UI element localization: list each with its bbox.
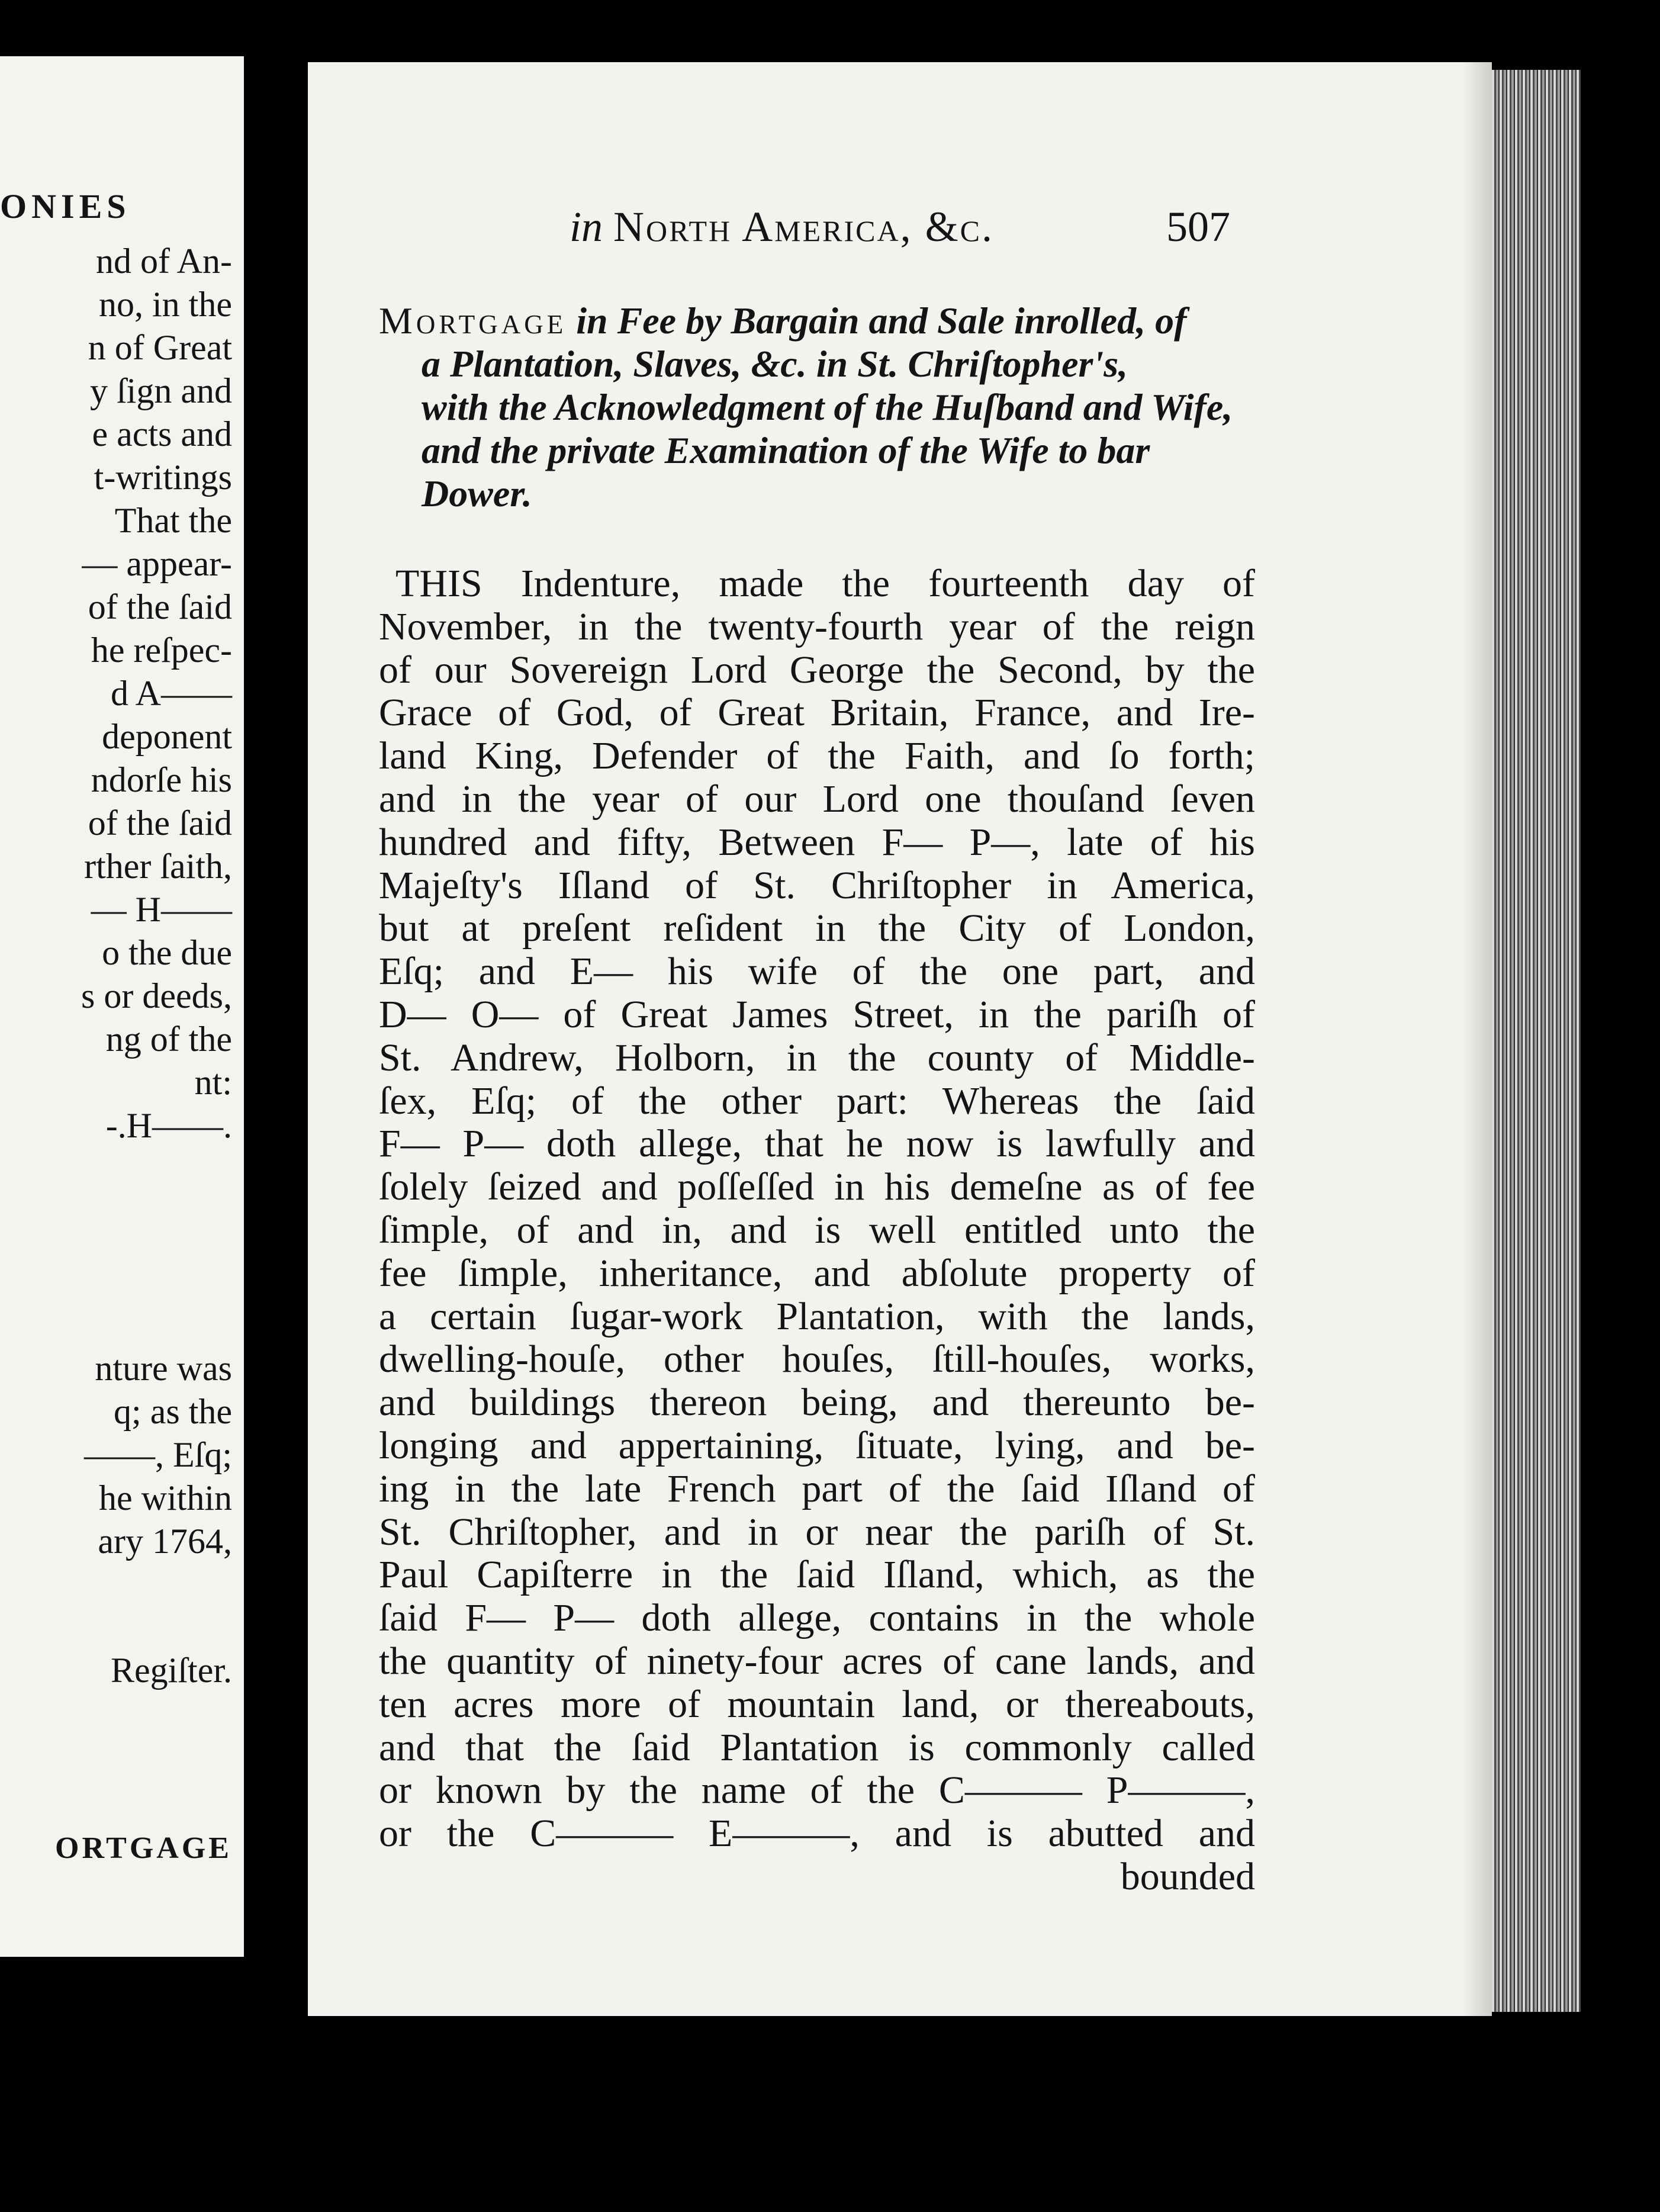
left-fragment-line: he within bbox=[99, 1478, 232, 1517]
body-line: St. Chriſtopher, and in or near the pariſh of St. bbox=[379, 1510, 1255, 1554]
body-line: THIS Indenture, made the fourteenth day of bbox=[395, 562, 1255, 605]
body-line: ſimple, of and in, and is well entitled unto the bbox=[379, 1208, 1255, 1252]
left-fragment-line: ORTGAGE bbox=[55, 1831, 232, 1865]
page-number: 507 bbox=[1166, 203, 1230, 250]
left-fragment-line: That the bbox=[114, 501, 232, 540]
running-head-italic: in bbox=[570, 203, 603, 250]
left-fragment-line: no, in the bbox=[99, 285, 232, 324]
left-fragment-line: -.H——. bbox=[105, 1106, 232, 1145]
left-fragment-line: n of Great bbox=[88, 328, 232, 367]
body-line: of our Sovereign Lord George the Second, by the bbox=[379, 648, 1255, 692]
page-edges bbox=[1492, 70, 1581, 2012]
heading-line: and the private Examination of the Wife to bar bbox=[422, 429, 1150, 471]
heading-line1-rest: in Fee by Bargain and Sale inrolled, of bbox=[576, 300, 1187, 342]
running-head-smallcaps: North America, &c. bbox=[613, 203, 994, 250]
body-line: or the C——— E———, and is abutted and bbox=[379, 1812, 1255, 1856]
left-fragment-line: of the ſaid bbox=[88, 803, 232, 843]
body-line: but at preſent reſident in the City of London, bbox=[379, 906, 1255, 950]
catchword: bounded bbox=[1120, 1854, 1255, 1898]
left-fragment-line: ary 1764, bbox=[98, 1522, 232, 1561]
body-line: longing and appertaining, ſituate, lying, and be- bbox=[379, 1423, 1255, 1467]
body-line: a certain ſugar-work Plantation, with the lands, bbox=[379, 1294, 1255, 1338]
body-line: F— P— doth allege, that he now is lawfully and bbox=[379, 1122, 1255, 1166]
heading-line bbox=[379, 299, 1249, 342]
left-fragment-line: Regiſter. bbox=[111, 1651, 232, 1690]
left-fragment-line: ——, Eſq; bbox=[84, 1435, 232, 1474]
body-line: St. Andrew, Holborn, in the county of Middle- bbox=[379, 1036, 1255, 1079]
left-fragment-line: nd of An- bbox=[96, 242, 232, 281]
left-fragment-line: q; as the bbox=[114, 1392, 232, 1431]
running-head-title bbox=[570, 202, 994, 252]
left-text-fragments-1 bbox=[81, 240, 232, 1147]
left-fragment-line: t-writings bbox=[94, 458, 232, 497]
body-line: fee ſimple, inheritance, and abſolute property of bbox=[379, 1251, 1255, 1295]
left-fragment-line: nt: bbox=[194, 1063, 232, 1102]
body-text bbox=[379, 562, 1255, 1899]
body-line: ſex, Eſq; of the other part: Whereas the ſaid bbox=[379, 1079, 1255, 1123]
left-fragment-line: deponent bbox=[102, 717, 232, 756]
body-line: Paul Capiſterre in the ſaid Iſland, which, as the bbox=[379, 1553, 1255, 1597]
left-fragment-line: ndorſe his bbox=[91, 760, 232, 799]
running-head bbox=[556, 189, 1279, 249]
heading-line: Dower. bbox=[422, 472, 532, 515]
body-line: and buildings thereon being, and thereunto be- bbox=[379, 1381, 1255, 1425]
left-fragment-line: y ſign and bbox=[90, 371, 232, 410]
body-line: the quantity of ninety-four acres of cane lands, and bbox=[379, 1639, 1255, 1683]
left-fragment-line: o the due bbox=[102, 933, 232, 972]
left-fragment-line: of the ſaid bbox=[88, 587, 232, 626]
body-line: dwelling-houſe, other houſes, ſtill-houſes, works, bbox=[379, 1338, 1255, 1381]
body-line: or known by the name of the C——— P———, bbox=[379, 1769, 1255, 1812]
left-facing-page bbox=[0, 56, 244, 1957]
left-fragment-line: s or deeds, bbox=[81, 976, 232, 1015]
heading-line: a Plantation, Slaves, &c. in St. Chriſtopher's, bbox=[422, 343, 1128, 385]
left-fragment-line: e acts and bbox=[92, 414, 232, 454]
body-line: D— O— of Great James Street, in the pariſh of bbox=[379, 992, 1255, 1036]
body-line: Eſq; and E— his wife of the one part, and bbox=[379, 950, 1255, 994]
left-fragment-line: d A—— bbox=[110, 674, 232, 713]
section-heading bbox=[379, 299, 1249, 515]
body-line: land King, Defender of the Faith, and ſo forth; bbox=[379, 734, 1255, 778]
left-fragment-line: — appear- bbox=[82, 544, 232, 583]
heading-smallcaps-word: Mortgage bbox=[379, 300, 567, 342]
body-line: ſaid F— P— doth allege, contains in the whole bbox=[379, 1596, 1255, 1640]
left-text-fragments-2 bbox=[84, 1347, 232, 1563]
left-fragment-line: — H—— bbox=[91, 890, 232, 929]
body-line: ing in the late French part of the ſaid Iſland of bbox=[379, 1467, 1255, 1510]
body-line: ſolely ſeized and poſſeſſed in his demeſne as of fee bbox=[379, 1165, 1255, 1209]
body-line: Majeſty's Iſland of St. Chriſtopher in America, bbox=[379, 863, 1255, 907]
left-text-fragments-3 bbox=[111, 1649, 232, 1692]
body-line: and that the ſaid Plantation is commonly called bbox=[379, 1725, 1255, 1769]
body-line: hundred and fifty, Between F— P—, late of his bbox=[379, 820, 1255, 864]
book-gutter bbox=[244, 0, 308, 2212]
body-line: and in the year of our Lord one thouſand ſeven bbox=[379, 777, 1255, 821]
left-fragment-line: rther ſaith, bbox=[84, 847, 232, 886]
body-line: Grace of God, of Great Britain, France, and Ire- bbox=[379, 691, 1255, 735]
body-line: ten acres more of mountain land, or thereabouts, bbox=[379, 1682, 1255, 1726]
left-fragment-line: he reſpec- bbox=[91, 631, 232, 670]
body-line: November, in the twenty-fourth year of the reign bbox=[379, 605, 1255, 648]
heading-line: with the Acknowledgment of the Huſband and Wife, bbox=[422, 386, 1233, 428]
left-text-fragments-4 bbox=[55, 1827, 232, 1870]
left-fragment-line: nture was bbox=[95, 1349, 232, 1388]
left-running-head: ONIES bbox=[0, 187, 131, 226]
left-fragment-line: ng of the bbox=[105, 1020, 232, 1059]
